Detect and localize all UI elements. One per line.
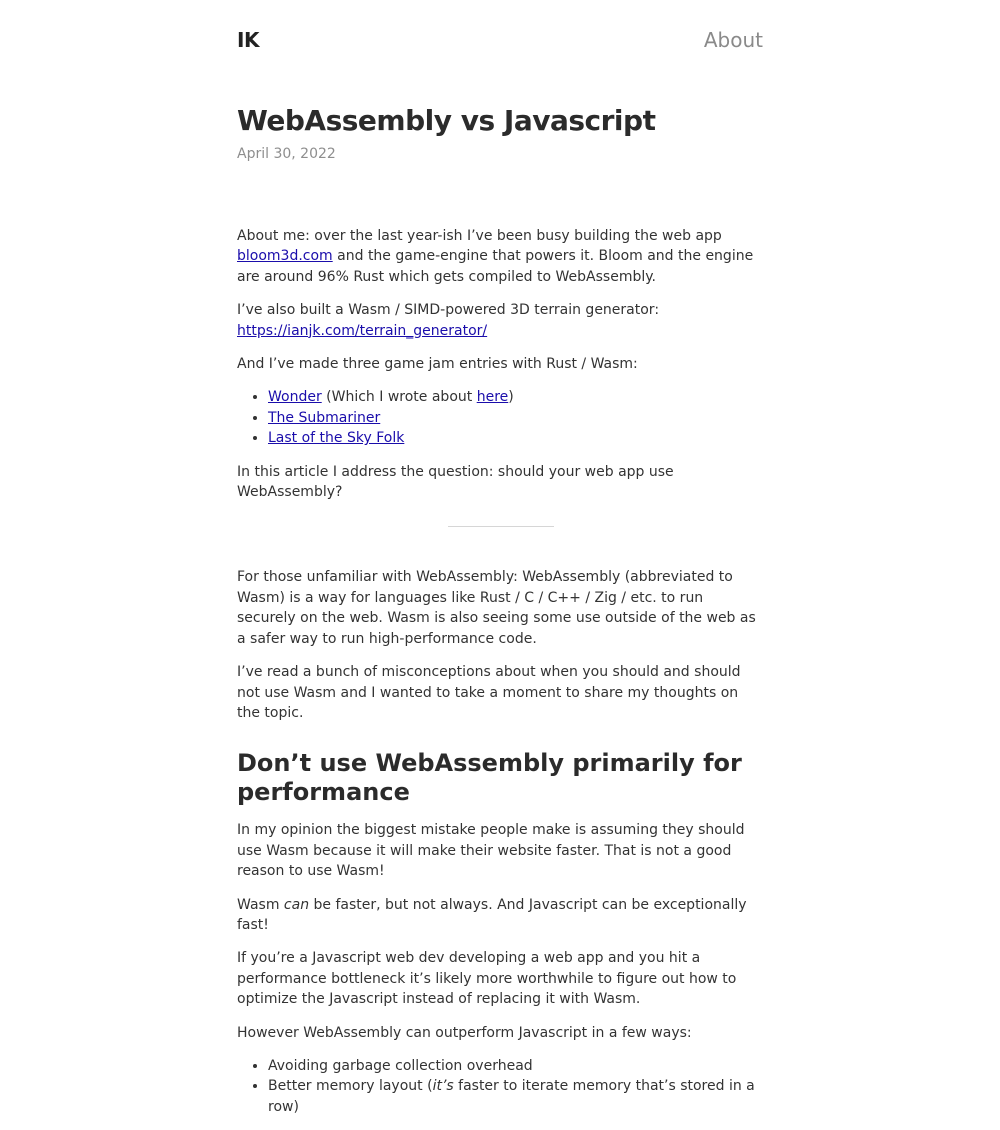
list-item [268,1076,765,1117]
intro-text-cont: and the game-engine that powers it. Bloom and the engine are around 96% Rust which gets compiled to WebAssembly. [237,248,754,285]
memory-item-text-cont: faster to iterate memory that’s stored in a row) [268,1078,755,1115]
section-divider [448,526,554,527]
terrain-generator-link[interactable]: https://ianjk.com/terrain_generator/ [237,322,488,339]
wasm-can-text: Wasm [237,896,284,913]
outperform-list [237,1056,765,1117]
wonder-link[interactable]: Wonder [268,389,322,406]
list-item [268,408,765,428]
bloom-link[interactable]: bloom3d.com [237,248,333,265]
gc-item-text: Avoiding garbage collection overhead [268,1057,533,1074]
bottleneck-paragraph: If you’re a Javascript web dev developing a web app and you hit a performance bottleneck it’s likely more worthwhile to figure out how to optimize the Javascript instead of replacing it with Wasm. [237,950,737,1008]
about-link[interactable]: About [703,28,763,52]
wasm-can-paragraph [237,895,765,936]
emphasis-can: can [283,896,310,913]
question-paragraph: In this article I address the question: should your web app use WebAssembly? [237,463,674,501]
section-heading: Don’t use WebAssembly primarily for performance [237,749,742,806]
wasm-can-text-cont: be faster, but not always. And Javascript can be exceptionally fast! [237,896,747,933]
post-date: April 30, 2022 [237,146,336,162]
intro-text: About me: over the last year-ish I’ve been busy building the web app [237,228,722,244]
list-item [268,1056,765,1076]
wasm-definition-paragraph: For those unfamiliar with WebAssembly: WebAssembly (abbreviated to Wasm) is a way for languages like Rust / C / C++ / Zig / etc. to run securely on the web. Wasm is also seeing some use outside of the web as a safer way to run high-performance code. [237,569,756,647]
terrain-text: I’ve also built a Wasm / SIMD-powered 3D terrain generator: [237,302,660,319]
memory-item-text: Better memory layout ( [268,1078,433,1095]
post-title: WebAssembly vs Javascript [237,104,656,137]
here-link[interactable]: here [476,389,509,406]
emphasis-its: it’s [432,1078,454,1095]
submariner-link[interactable]: The Submariner [268,409,381,426]
wonder-note-close: ) [508,389,514,406]
site-logo[interactable]: IK [237,28,259,52]
list-item [268,387,765,407]
list-item [268,428,765,448]
article-body [237,226,765,1130]
sky-folk-link[interactable]: Last of the Sky Folk [268,430,405,447]
misconceptions-paragraph: I’ve read a bunch of misconceptions about when you should and should not use Wasm and I wanted to take a moment to share my thoughts on the topic. [237,664,741,721]
wonder-note: (Which I wrote about [321,389,477,406]
game-jam-list [237,387,765,448]
intro-paragraph [237,226,765,287]
terrain-paragraph [237,300,765,341]
outperform-paragraph: However WebAssembly can outperform Javascript in a few ways: [237,1024,692,1041]
game-jam-paragraph: And I’ve made three game jam entries with Rust / Wasm: [237,356,638,373]
mistake-paragraph: In my opinion the biggest mistake people make is assuming they should use Wasm because it will make their website faster. That is not a good reason to use Wasm! [237,822,745,880]
